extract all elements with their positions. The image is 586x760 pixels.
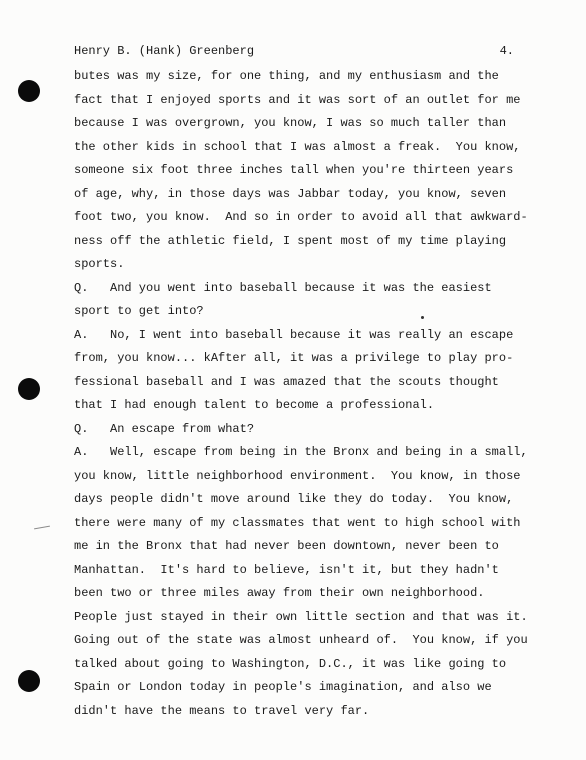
page-header (74, 44, 514, 58)
transcript-line: Q. And you went into baseball because it was the easiest (74, 280, 492, 295)
transcript-line: been two or three miles away from their own neighborhood. (74, 586, 485, 600)
transcript-line: sports. (74, 257, 125, 271)
punch-hole (18, 670, 40, 692)
transcript-line: Spain or London today in people's imagination, and also we (74, 680, 492, 694)
transcript-line: there were many of my classmates that went to high school with (74, 515, 521, 530)
interviewee-name: Henry B. (Hank) Greenberg (74, 44, 255, 58)
transcript-line: fessional baseball and I was amazed that the scouts thought (74, 374, 499, 389)
transcript-line: that I had enough talent to become a professional. (74, 398, 435, 412)
margin-mark (34, 526, 50, 530)
punch-hole (18, 378, 40, 400)
transcript-line: talked about going to Washington, D.C., it was like going to (74, 656, 507, 671)
transcript-line: A. Well, escape from being in the Bronx and being in a small, (74, 445, 528, 459)
transcript-line: Q. An escape from what? (74, 421, 255, 436)
transcript-line: fact that I enjoyed sports and it was sort of an outlet for me (74, 92, 521, 107)
transcript-line: A. No, I went into baseball because it was really an escape (74, 327, 514, 342)
transcript-line: days people didn't move around like they do today. You know, (74, 492, 514, 506)
transcript-line: because I was overgrown, you know, I was so much taller than (74, 116, 507, 130)
transcript-line: you know, little neighborhood environment. You know, in those (74, 468, 521, 483)
transcript-line: sport to get into? (74, 304, 204, 318)
transcript-line: from, you know... kAfter all, it was a privilege to play pro- (74, 351, 514, 365)
transcript-line: of age, why, in those days was Jabbar today, you know, seven (74, 186, 507, 201)
transcript-line: Going out of the state was almost unheard of. You know, if you (74, 633, 528, 647)
transcript-line: someone six foot three inches tall when you're thirteen years (74, 163, 514, 177)
transcript-line: didn't have the means to travel very far. (74, 703, 370, 718)
transcript-line: Manhattan. It's hard to believe, isn't it, but they hadn't (74, 562, 499, 577)
transcript-line: foot two, you know. And so in order to avoid all that awkward- (74, 210, 528, 224)
transcript-line: the other kids in school that I was almost a freak. You know, (74, 139, 521, 154)
transcript-line: People just stayed in their own little section and that was it. (74, 609, 528, 624)
transcript-line: me in the Bronx that had never been downtown, never been to (74, 539, 499, 553)
transcript-body (74, 69, 528, 727)
transcript-line: ness off the athletic field, I spent most of my time playing (74, 233, 507, 248)
transcript-line: butes was my size, for one thing, and my enthusiasm and the (74, 69, 499, 83)
page-number: 4. (499, 44, 514, 58)
punch-hole (18, 80, 40, 102)
